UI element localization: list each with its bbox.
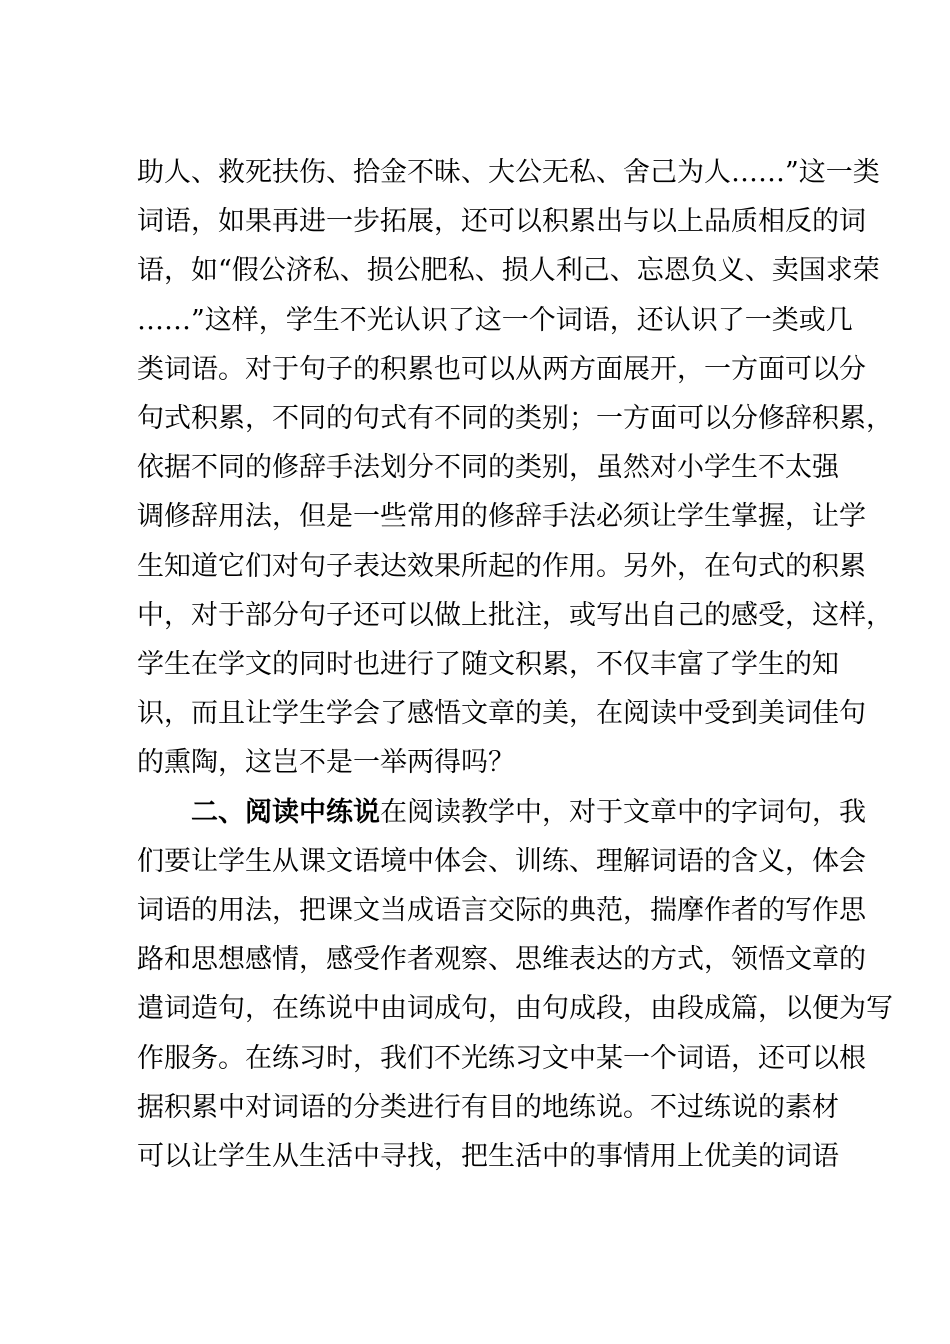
paragraph-2-line-1 [137,788,866,837]
paragraph-1-line-5: 类词语。对于句子的积累也可以从两方面展开，一方面可以分 [137,353,866,385]
paragraph-1-line-9: 生知道它们对句子表达效果所起的作用。另外，在句式的积累 [137,550,866,582]
paragraph-2-line-1-text: 在阅读教学中，对于文章中的字词句，我 [380,796,866,828]
paragraph-1-line-7: 依据不同的修辞手法划分不同的类别，虽然对小学生不太强 [137,452,839,484]
paragraph-1-line-1: 助人、救死扶伤、拾金不昧、大公无私、舍己为人……”这一类 [137,157,880,188]
paragraph-1-line-12: 识，而且让学生学会了感悟文章的美，在阅读中受到美词佳句 [137,698,866,730]
paragraph-1-line-3: 语，如“假公济私、损公肥私、损人利己、忘恩负义、卖国求荣 [137,255,880,287]
paragraph-1-line-10: 中，对于部分句子还可以做上批注，或写出自己的感受，这样， [137,599,893,631]
paragraph-1-line-6: 句式积累，不同的句式有不同的类别；一方面可以分修辞积累， [137,403,893,435]
paragraph-2-line-6: 作服务。在练习时，我们不光练习文中某一个词语，还可以根 [137,1042,866,1074]
paragraph-2-line-3: 词语的用法，把课文当成语言交际的典范，揣摩作者的写作思 [137,895,866,927]
paragraph-2-line-8: 可以让学生从生活中寻找，把生活中的事情用上优美的词语 [137,1141,839,1173]
body-text [137,148,893,1181]
paragraph-1-line-2: 词语，如果再进一步拓展，还可以积累出与以上品质相反的词 [137,206,866,238]
paragraph-1-line-13: 的熏陶，这岂不是一举两得吗？ [137,747,515,779]
section-heading: 二、阅读中练说 [191,796,380,828]
paragraph-2-line-7: 据积累中对词语的分类进行有目的地练说。不过练说的素材 [137,1091,839,1123]
paragraph-2-line-4: 路和思想感情，感受作者观察、思维表达的方式，领悟文章的 [137,944,866,976]
paragraph-1-line-4: ……”这样，学生不光认识了这一个词语，还认识了一类或几 [137,304,853,336]
paragraph-2-line-5: 遣词造句，在练说中由词成句，由句成段，由段成篇，以便为写 [137,993,893,1025]
paragraph-2-line-2: 们要让学生从课文语境中体会、训练、理解词语的含义，体会 [137,845,866,877]
paragraph-1-line-11: 学生在学文的同时也进行了随文积累，不仅丰富了学生的知 [137,649,839,681]
paragraph-1-line-8: 调修辞用法，但是一些常用的修辞手法必须让学生掌握，让学 [137,501,866,533]
